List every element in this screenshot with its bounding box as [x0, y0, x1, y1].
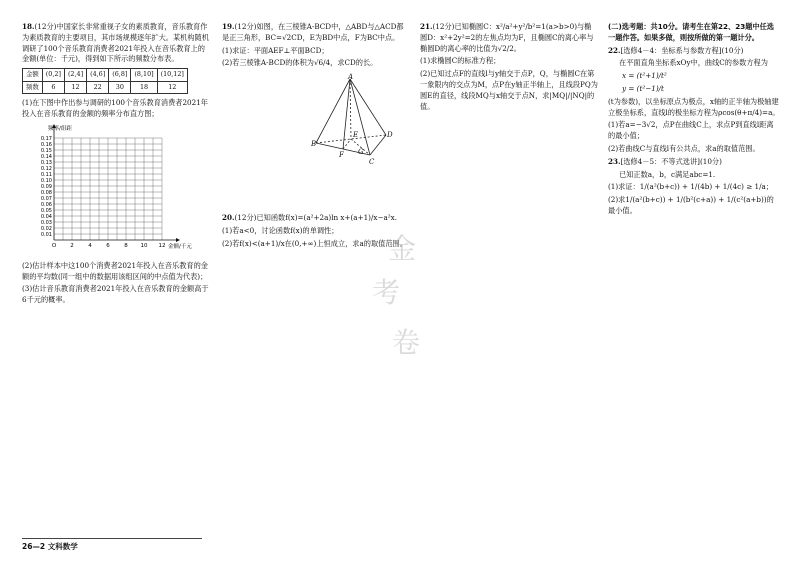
q22-part1: (1)若a=−3√2，点P在曲线C上，求点P到直线l距离的最小值； — [608, 120, 774, 141]
histogram-grid-chart — [24, 122, 212, 261]
x-axis-arrow — [176, 238, 180, 242]
y-tick-label: 0.14 — [40, 154, 52, 160]
x-tick-label: 2 — [70, 243, 74, 249]
label-d: D — [387, 131, 393, 140]
q22-param-desc: (t为参数)，以坐标原点为极点，x轴的正半轴为极轴建立极坐标系，直线l的极坐标方程为ρcos(θ+π/4)=a。 — [608, 96, 780, 117]
q23-part2: (2)求1/(a²(b+c)) + 1/(b²(c+a)) + 1/(c²(a+b))的最小值。 — [608, 195, 774, 215]
edge-ad — [350, 79, 386, 135]
table-cell: 12 — [64, 81, 86, 94]
page-footer: 26—2 文科数学 — [22, 538, 202, 552]
table-header-cell: 金额 — [23, 69, 43, 82]
q20-part1: (1)若a<0，讨论函数f(x)的单调性； — [222, 225, 339, 235]
frequency-table — [22, 68, 188, 94]
q22-param-eq-y: y = (t²−1)/t — [622, 83, 664, 93]
y-tick-label: 0.08 — [40, 190, 52, 196]
q21-part1: (1)求椭圆C的标准方程； — [420, 56, 501, 66]
q18-part3: (3)估计音乐教育消费者2021年投入在音乐教育的金额高于6千元的概率。 — [22, 284, 209, 305]
x-tick-label: 6 — [106, 243, 110, 249]
y-tick-label: 0.16 — [40, 142, 52, 148]
x-tick-label: 8 — [124, 243, 128, 249]
table-header-cell: (8,10] — [131, 69, 157, 82]
y-tick-label: 0.01 — [40, 232, 52, 238]
watermark-char-2: 考 — [372, 276, 401, 309]
y-tick-label: 0.04 — [40, 214, 52, 220]
y-tick-label: 0.15 — [40, 148, 52, 154]
x-tick-label: 12 — [158, 243, 166, 249]
q19-part2: (2)若三棱锥A-BCD的体积为√6/4，求CD的长。 — [222, 58, 378, 68]
histogram-svg — [24, 122, 204, 257]
q23-intro: 已知正数a，b，c满足abc=1. — [619, 169, 716, 179]
table-row — [23, 81, 188, 94]
y-tick-label: 0.09 — [40, 184, 52, 190]
q22-param-eq-x: x = (t²+1)/t² — [622, 71, 667, 81]
table-header-cell: (2,4] — [64, 69, 86, 82]
q20-intro: 20.(12分)已知函数f(x)=(a²+2a)ln x+(a+1)/x−a²x. — [222, 212, 397, 222]
table-header-cell: (4,6] — [87, 69, 109, 82]
y-tick-label: 0.12 — [40, 166, 52, 172]
y-tick-label: 0.02 — [40, 226, 52, 232]
x-tick-label: 10 — [140, 243, 148, 249]
q18-part2: (2)估计样本中这100个消费者2021年投入在音乐教育的金额的平均数(同一组中的数据用该组区间的中点值为代表)； — [22, 260, 208, 281]
q23-title: 23.[选修4－5：不等式选讲](10分) — [608, 156, 722, 166]
q21-intro: 21.(12分)已知椭圆C：x²/a²+y²/b²=1(a>b>0)与椭圆D：x²+2y²=2的左焦点均为F，且椭圆C的离心率与椭圆D的离心率的比值为√2/2。 — [420, 22, 594, 53]
table-cell: 12 — [157, 81, 187, 94]
table-header-cell: (0,2] — [42, 69, 64, 82]
q20-part2: (2)若f(x)<(a+1)/x在(0,+∞)上恒成立，求a的取值范围。 — [222, 238, 407, 248]
edge-cd — [370, 135, 386, 155]
q18-part1: (1)在下图中作出参与调研的100个音乐教育消费者2021年投入在音乐教育的金额的频率分布直方图； — [22, 98, 208, 119]
y-axis-label: 频率/组距 — [48, 126, 72, 132]
q22-part2: (2)若曲线C与直线l有公共点，求a的取值范围。 — [608, 143, 760, 153]
y-tick-label: 0.05 — [40, 208, 52, 214]
q22-intro: 在平面直角坐标系xOy中，曲线C的参数方程为 — [619, 58, 768, 68]
question-19-20 — [222, 22, 408, 251]
watermark-char-1: 金 — [388, 232, 417, 265]
x-tick-label: 4 — [88, 243, 92, 249]
y-tick-label: 0.11 — [40, 172, 52, 178]
elective-questions — [608, 22, 780, 219]
label-e: E — [353, 131, 359, 140]
y-tick-label: 0.06 — [40, 202, 52, 208]
y-tick-label: 0.13 — [40, 160, 52, 166]
tetrahedron-figure — [312, 75, 408, 169]
table-header-cell: (6,8] — [109, 69, 131, 82]
q21-part2: (2)已知过点F的直线l与y轴交于点P，Q，与椭圆C在第一象限内的交点为M，点P在y轴正半轴上，且线段PQ为圆E的直径，线段MQ与x轴交于点N，求|MQ|/|NQ|的值。 — [420, 69, 598, 111]
watermark-char-3: 卷 — [392, 326, 421, 359]
elective-header: (二)选考题：共10分。请考生在第22、23题中任选一题作答。如果多做，则按所做的第一题计分。 — [608, 22, 774, 42]
y-tick-label: 0.07 — [40, 196, 52, 202]
table-cell: 22 — [87, 81, 109, 94]
y-tick-label: 0.10 — [40, 178, 52, 184]
q19-part1: (1)求证：平面AEF⊥平面BCD； — [222, 45, 329, 55]
x-tick-label: O — [51, 243, 57, 249]
tetrahedron-svg — [312, 75, 392, 165]
y-tick-label: 0.03 — [40, 220, 52, 226]
table-cell: 30 — [109, 81, 131, 94]
q18-intro: 18.(12分)中国家长非常重视子女的素质教育，音乐教育作为素质教育的主要项目，其市场规模逐年扩大。某机构随机调研了100个音乐教育消费者2021年投入在音乐教育上的金额(单位：千元)，得到如下所示的频数分布表。 — [22, 22, 209, 64]
label-g: G — [358, 148, 364, 157]
label-c: C — [369, 158, 375, 167]
x-axis-label: 金额/千元 — [168, 244, 192, 250]
q19-intro: 19.(12分)如图，在三棱锥A-BCD中，△ABD与△ACD都是正三角形，BC=√2CD，E为BD中点，F为BC中点。 — [222, 22, 404, 42]
q23-part1: (1)求证：1/(a²(b+c)) + 1/(4b) + 1/(4c) ≥ 1/a； — [608, 182, 773, 192]
table-cell: 6 — [42, 81, 64, 94]
label-f: F — [339, 151, 344, 160]
q22-title: 22.[选修4－4：坐标系与参数方程](10分) — [608, 45, 744, 55]
segment-ae — [350, 79, 351, 139]
table-header-row — [23, 69, 188, 82]
table-header-cell: (10,12] — [157, 69, 187, 82]
question-18 — [22, 22, 212, 308]
edge-ac — [350, 79, 370, 155]
y-tick-label: 0.17 — [40, 136, 52, 142]
table-row-label: 频数 — [23, 81, 43, 94]
label-b: B — [311, 140, 317, 149]
table-cell: 18 — [131, 81, 157, 94]
question-21 — [420, 22, 598, 114]
label-a: A — [348, 73, 354, 82]
